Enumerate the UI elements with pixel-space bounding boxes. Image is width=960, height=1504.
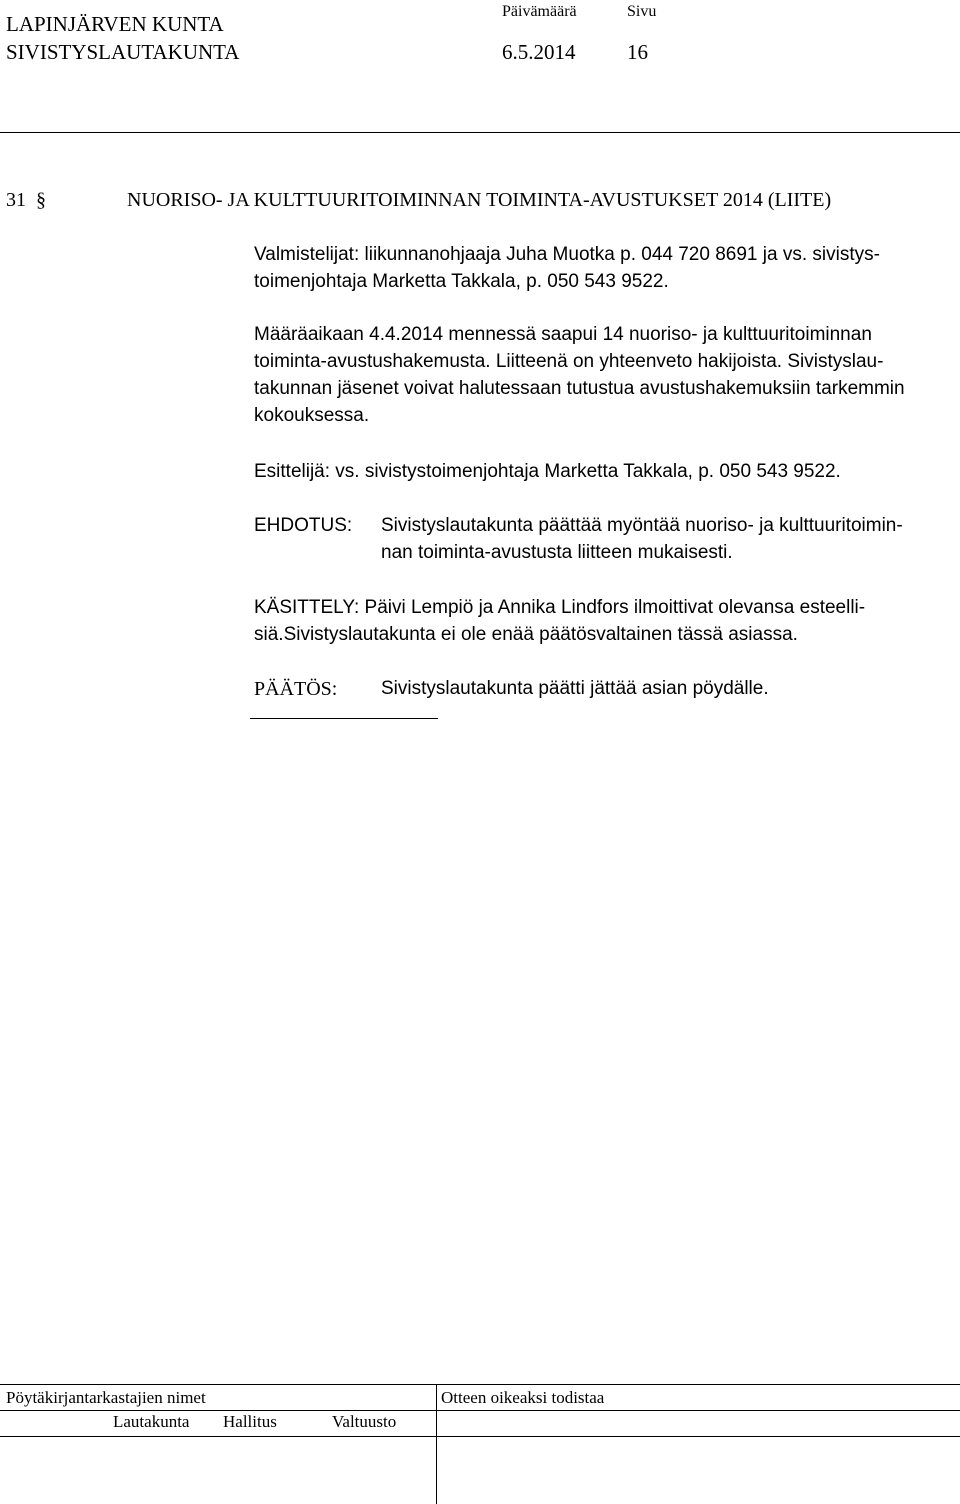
body-valtuusto: Valtuusto (332, 1412, 397, 1431)
reviewers-label: Pöytäkirjantarkastajien nimet (6, 1388, 206, 1407)
paragraph-line-2: toiminta-avustushakemusta. Liitteenä on yhteenveto hakijoista. Sivistyslau- (254, 351, 884, 372)
proposal-line-1: Sivistyslautakunta päättää myöntää nuoriso- ja kulttuuritoimin- (381, 515, 903, 536)
section-number: 31 (6, 189, 26, 211)
meeting-date: 6.5.2014 (502, 40, 576, 64)
footer-rule-2 (0, 1436, 960, 1437)
page-label: Sivu (627, 3, 657, 20)
paragraph-line-1: Määräaikaan 4.4.2014 mennessä saapui 14 nuoriso- ja kulttuuritoiminnan (254, 324, 872, 345)
proposal-line-2: nan toiminta-avustusta liitteen mukaisesti. (381, 542, 733, 563)
decision-label: PÄÄTÖS: (254, 678, 338, 700)
handling-line-2: siä.Sivistyslautakunta ei ole enää päätösvaltainen tässä asiassa. (254, 624, 798, 645)
footer-divider (0, 1384, 960, 1385)
preparers-line-1: Valmistelijat: liikunnanohjaaja Juha Muotka p. 044 720 8691 ja vs. sivistys- (254, 244, 880, 265)
page-number: 16 (627, 40, 648, 64)
date-label: Päivämäärä (502, 3, 577, 20)
decision-text: Sivistyslautakunta päätti jättää asian pöydälle. (381, 678, 769, 699)
org-name: LAPINJÄRVEN KUNTA (6, 12, 224, 36)
paragraph-line-3: takunnan jäsenet voivat halutessaan tutustua avustushakemuksiin tarkemmin (254, 378, 905, 399)
signature-rule (250, 718, 438, 719)
header-divider (0, 132, 960, 133)
body-hallitus: Hallitus (223, 1412, 277, 1431)
handling-line-1: KÄSITTELY: Päivi Lempiö ja Annika Lindfors ilmoittivat olevansa esteelli- (254, 597, 866, 618)
section-sign: § (36, 189, 46, 211)
footer-rule-1 (0, 1410, 960, 1411)
proposal-label: EHDOTUS: (254, 515, 353, 536)
section-title: NUORISO- JA KULTTUURITOIMINNAN TOIMINTA-AVUSTUKSET 2014 (LIITE) (127, 189, 832, 211)
footer-divider-v (436, 1384, 437, 1504)
preparers-line-2: toimenjohtaja Marketta Takkala, p. 050 543 9522. (254, 271, 669, 292)
certified-label: Otteen oikeaksi todistaa (441, 1388, 605, 1407)
paragraph-line-4: kokouksessa. (254, 405, 370, 426)
body-lautakunta: Lautakunta (113, 1412, 190, 1431)
board-name: SIVISTYSLAUTAKUNTA (6, 40, 240, 64)
presenter-line: Esittelijä: vs. sivistystoimenjohtaja Marketta Takkala, p. 050 543 9522. (254, 461, 841, 482)
